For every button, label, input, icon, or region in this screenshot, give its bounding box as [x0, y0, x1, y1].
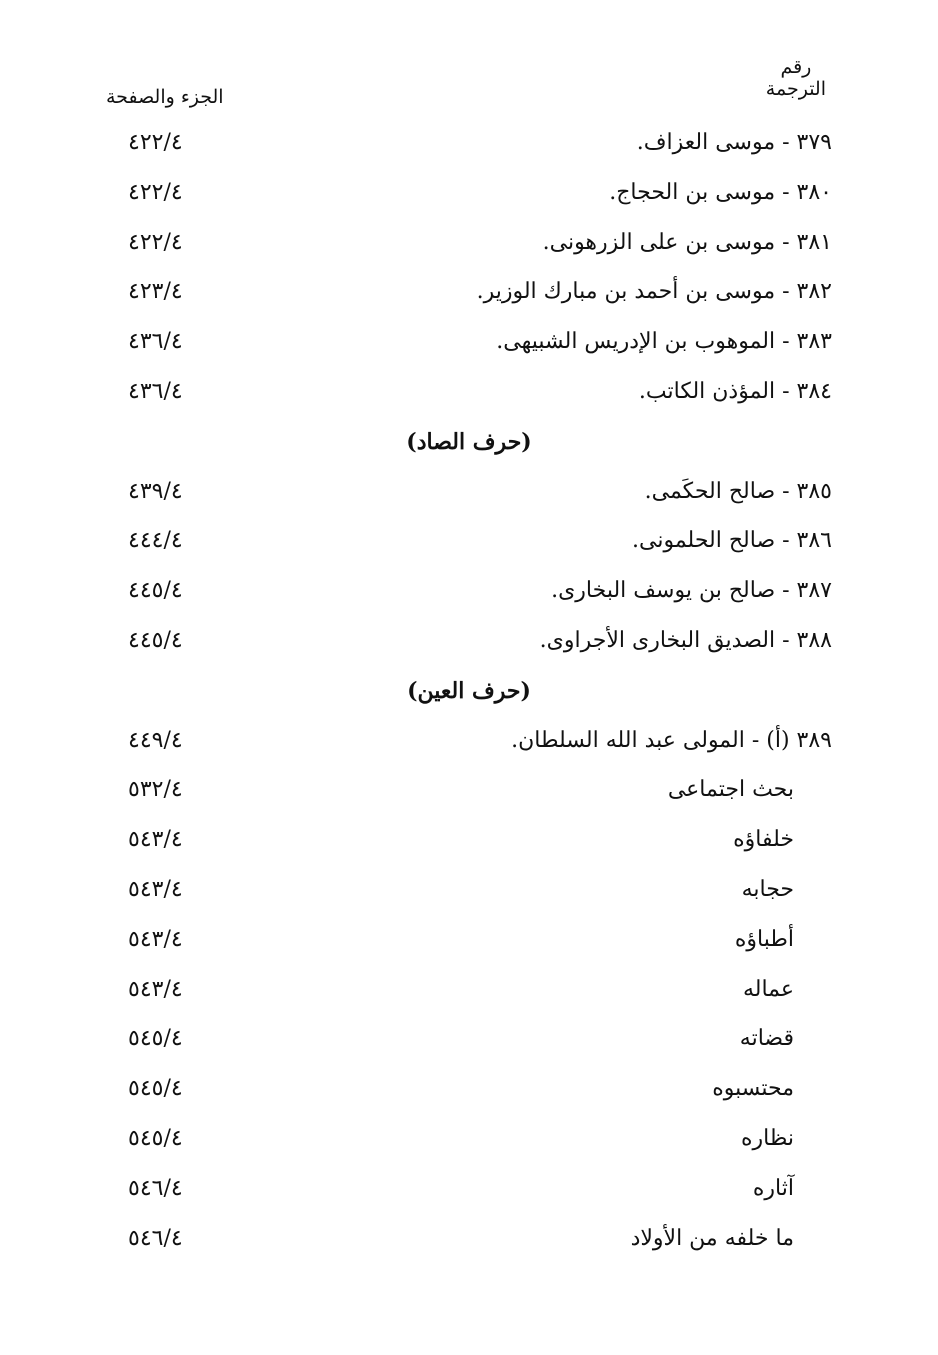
entry-title: ٣٨٩ (أ) - المولى عبد الله السلطان. [511, 727, 832, 753]
volume-page-ref: ٥٣٢/٤ [128, 777, 183, 803]
entry-title: ٣٨٥ - صالح الحكَمى. [644, 478, 832, 504]
index-entry-row [0, 172, 938, 222]
entry-title: ٣٨١ - موسى بن على الزرهونى. [542, 229, 832, 255]
subentry-title: حجابه [741, 876, 794, 902]
volume-page-ref: ٥٤٦/٤ [128, 1225, 183, 1251]
index-subentry-row [0, 919, 938, 969]
volume-page-ref: ٤٤٥/٤ [128, 627, 183, 653]
index-entry-row [0, 371, 938, 421]
index-subentry-row [0, 1018, 938, 1068]
volume-page-ref: ٥٤٥/٤ [128, 1026, 183, 1052]
volume-page-ref: ٤٢٢/٤ [128, 229, 183, 255]
volume-page-ref: ٥٤٦/٤ [128, 1175, 183, 1201]
section-heading: (حرف الصاد) [406, 428, 532, 455]
subentry-title: خلفاؤه [733, 827, 794, 853]
index-entry-row [0, 321, 938, 371]
section-heading: (حرف العين) [407, 677, 531, 704]
index-subentry-row [0, 1168, 938, 1218]
index-list [0, 122, 938, 1267]
volume-page-ref: ٥٤٣/٤ [128, 876, 183, 902]
subentry-title: محتسبوه [712, 1076, 794, 1102]
index-entry-row [0, 471, 938, 521]
subentry-title: ما خلفه من الأولاد [630, 1225, 794, 1251]
index-entry-row [0, 271, 938, 321]
index-entry-row [0, 570, 938, 620]
volume-page-ref: ٥٤٥/٤ [128, 1076, 183, 1102]
index-subentry-row [0, 819, 938, 869]
entry-title: ٣٨٦ - صالح الحلمونى. [632, 528, 832, 554]
index-subentry-row [0, 769, 938, 819]
column-header-number [766, 56, 826, 100]
index-entry-row [0, 720, 938, 770]
column-header-volume-page: الجزء والصفحة [106, 86, 224, 108]
subentry-title: آثاره [752, 1175, 794, 1201]
index-entry-row [0, 520, 938, 570]
entry-title: ٣٨٨ - الصديق البخارى الأجراوى. [539, 627, 832, 653]
volume-page-ref: ٤٢٢/٤ [128, 179, 183, 205]
volume-page-ref: ٤٤٩/٤ [128, 727, 183, 753]
subentry-title: بحث اجتماعى [667, 777, 794, 803]
index-entry-row [0, 222, 938, 272]
index-subentry-row [0, 869, 938, 919]
index-subentry-row [0, 1118, 938, 1168]
subentry-title: قضاته [739, 1026, 794, 1052]
volume-page-ref: ٤٤٥/٤ [128, 578, 183, 604]
index-subentry-row [0, 969, 938, 1019]
index-subentry-row [0, 1218, 938, 1268]
volume-page-ref: ٤٣٦/٤ [128, 378, 183, 404]
entry-title: ٣٧٩ - موسى العزاف. [636, 130, 832, 155]
entry-title: ٣٨٢ - موسى بن أحمد بن مبارك الوزير. [476, 279, 832, 305]
subentry-title: نظاره [740, 1125, 794, 1151]
subentry-title: أطباؤه [734, 926, 794, 952]
section-heading-row [0, 421, 938, 471]
entry-title: ٣٨٧ - صالح بن يوسف البخارى. [551, 578, 832, 604]
volume-page-ref: ٥٤٣/٤ [128, 926, 183, 952]
volume-page-ref: ٤٤٤/٤ [128, 528, 183, 554]
volume-page-ref: ٤٣٦/٤ [128, 329, 183, 355]
volume-page-ref: ٤٢٣/٤ [128, 279, 183, 305]
entry-title: ٣٨٠ - موسى بن الحجاج. [609, 179, 832, 205]
number-label-line2: الترجمة [765, 78, 826, 100]
volume-page-ref: ٥٤٣/٤ [128, 827, 183, 853]
volume-page-ref: ٥٤٣/٤ [128, 976, 183, 1002]
index-subentry-row [0, 1068, 938, 1118]
section-heading-row [0, 670, 938, 720]
subentry-title: عماله [742, 976, 794, 1002]
entry-title: ٣٨٤ - المؤذن الكاتب. [638, 378, 832, 404]
index-entry-row [0, 620, 938, 670]
index-entry-row [0, 122, 938, 172]
volume-page-ref: ٤٢٢/٤ [128, 130, 183, 155]
number-label-line1: رقم [780, 56, 812, 78]
volume-page-ref: ٥٤٥/٤ [128, 1125, 183, 1151]
volume-page-ref: ٤٣٩/٤ [128, 478, 183, 504]
entry-title: ٣٨٣ - الموهوب بن الإدريس الشبيهى. [496, 329, 832, 355]
